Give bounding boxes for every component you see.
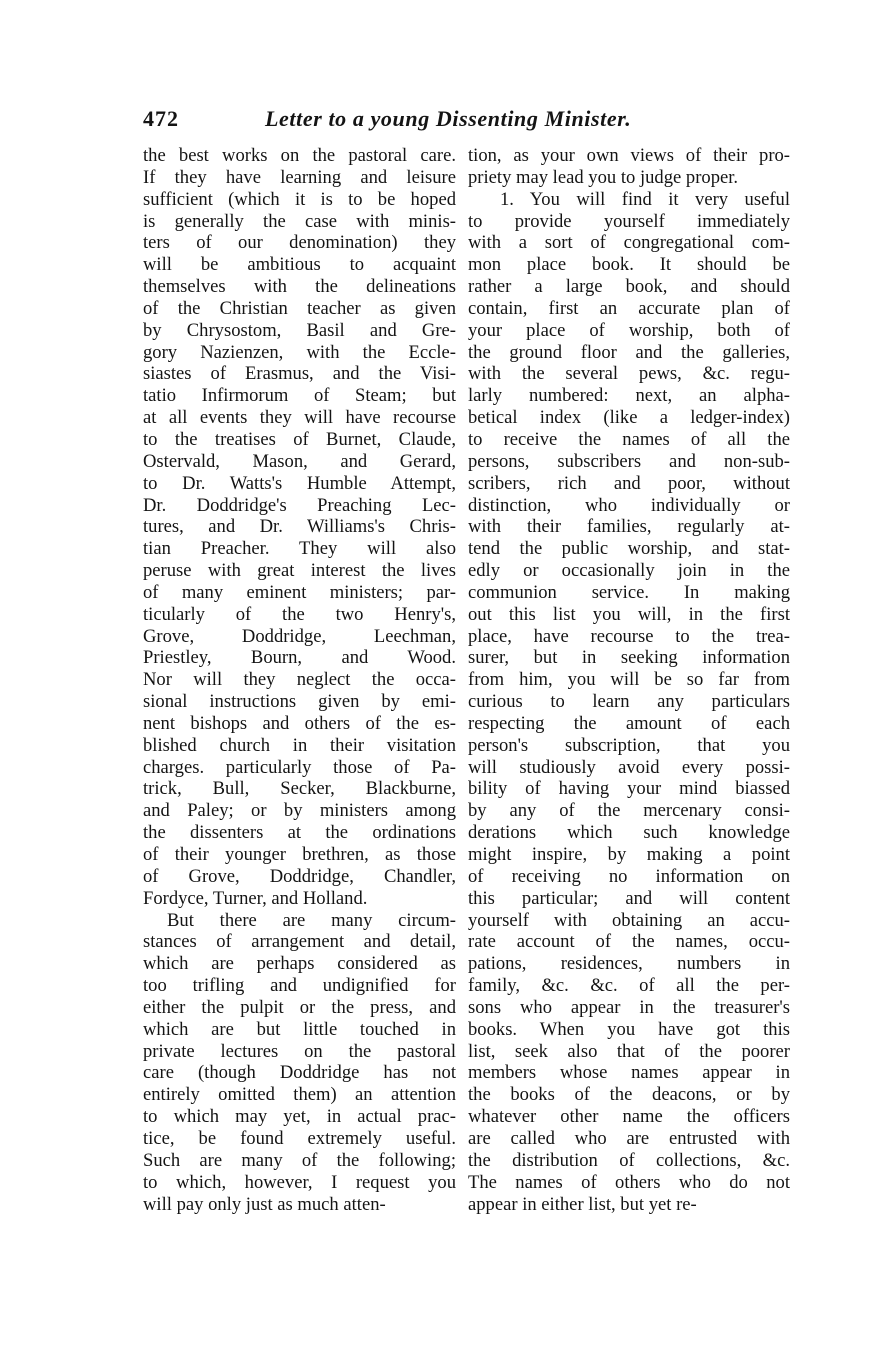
text-line: to which may yet, in actual prac- bbox=[143, 1106, 456, 1128]
text-line: by Chrysostom, Basil and Gre- bbox=[143, 319, 456, 341]
text-line: priety may lead you to judge proper. bbox=[468, 166, 739, 188]
text-line: sufficient (which it is to be hoped bbox=[143, 188, 456, 210]
text-line: to Dr. Watts's Humble Attempt, bbox=[143, 472, 456, 494]
text-line: rather a large book, and should bbox=[468, 276, 790, 298]
text-line: peruse with great interest the lives bbox=[143, 560, 456, 582]
text-line: ticularly of the two Henry's, bbox=[143, 603, 456, 625]
text-line: of many eminent ministers; par- bbox=[143, 581, 456, 603]
text-line: communion service. In making bbox=[468, 581, 790, 603]
text-line: tion, as your own views of their pro- bbox=[468, 145, 790, 166]
left-column bbox=[143, 145, 456, 1215]
text-line: But there are many circum- bbox=[167, 909, 456, 931]
text-line: gory Nazienzen, with the Eccle- bbox=[143, 341, 456, 363]
text-line: appear in either list, but yet re- bbox=[468, 1193, 697, 1215]
text-line: of their younger brethren, as those bbox=[143, 844, 456, 865]
text-line: the distribution of collections, &c. bbox=[468, 1149, 790, 1171]
text-line: tatio Infirmorum of Steam; but bbox=[143, 385, 456, 407]
text-line: either the pulpit or the press, and bbox=[143, 996, 456, 1018]
text-line: rate account of the names, occu- bbox=[468, 931, 790, 953]
text-line: the books of the deacons, or by bbox=[468, 1084, 790, 1106]
text-line: of the Christian teacher as given bbox=[143, 297, 456, 319]
text-line: contain, first an accurate plan of bbox=[468, 297, 790, 319]
text-line: to receive the names of all the bbox=[468, 428, 790, 450]
text-line: mon place book. It should be bbox=[468, 254, 790, 276]
text-line: list, seek also that of the poorer bbox=[468, 1040, 790, 1062]
text-line: your place of worship, both of bbox=[468, 319, 790, 341]
text-line: tice, be found extremely useful. bbox=[143, 1127, 456, 1149]
text-line: The names of others who do not bbox=[468, 1171, 790, 1193]
text-line: person's subscription, that you bbox=[468, 734, 790, 756]
text-line: tures, and Dr. Williams's Chris- bbox=[143, 516, 456, 538]
text-line: Priestley, Bourn, and Wood. bbox=[143, 647, 456, 669]
text-line: persons, subscribers and non-sub- bbox=[468, 450, 790, 472]
text-line: tian Preacher. They will also bbox=[143, 538, 456, 560]
text-line: sons who appear in the treasurer's bbox=[468, 996, 790, 1018]
text-line: curious to learn any particulars bbox=[468, 691, 790, 713]
text-line: to provide yourself immediately bbox=[468, 210, 790, 232]
text-line: family, &c. &c. of all the per- bbox=[468, 975, 790, 997]
text-line: of Grove, Doddridge, Chandler, bbox=[143, 865, 456, 887]
text-line: Grove, Doddridge, Leechman, bbox=[143, 625, 456, 647]
text-line: Ostervald, Mason, and Gerard, bbox=[143, 450, 456, 472]
text-line: Such are many of the following; bbox=[143, 1149, 456, 1171]
text-line: of receiving no information on bbox=[468, 865, 790, 887]
text-line: themselves with the delineations bbox=[143, 276, 456, 298]
text-line: whatever other name the officers bbox=[468, 1106, 790, 1128]
text-line: to which, however, I request you bbox=[143, 1171, 456, 1193]
text-line: sional instructions given by emi- bbox=[143, 691, 456, 713]
text-line: to the treatises of Burnet, Claude, bbox=[143, 428, 456, 450]
text-line: the best works on the pastoral care. bbox=[143, 145, 456, 166]
text-line: ters of our denomination) they bbox=[143, 232, 456, 254]
text-line: Fordyce, Turner, and Holland. bbox=[143, 887, 368, 909]
text-line: tend the public worship, and stat- bbox=[468, 538, 790, 560]
text-line: which are but little touched in bbox=[143, 1018, 456, 1040]
text-line: the ground floor and the galleries, bbox=[468, 341, 790, 363]
text-line: larly numbered: next, an alpha- bbox=[468, 385, 790, 407]
text-line: nent bishops and others of the es- bbox=[143, 712, 456, 734]
text-line: this particular; and will content bbox=[468, 887, 790, 909]
text-line: Dr. Doddridge's Preaching Lec- bbox=[143, 494, 456, 516]
text-line: If they have learning and leisure bbox=[143, 166, 456, 188]
text-line: surer, but in seeking information bbox=[468, 647, 790, 669]
page-number: 472 bbox=[143, 106, 179, 131]
text-line: is generally the case with minis- bbox=[143, 210, 456, 232]
text-line: members whose names appear in bbox=[468, 1062, 790, 1084]
text-line: private lectures on the pastoral bbox=[143, 1040, 456, 1062]
text-line: at all events they will have recourse bbox=[143, 407, 456, 429]
text-line: bility of having your mind biassed bbox=[468, 778, 790, 800]
running-title: Letter to a young Dissenting Minister. bbox=[265, 106, 632, 131]
text-line: care (though Doddridge has not bbox=[143, 1062, 456, 1084]
text-line: charges. particularly those of Pa- bbox=[143, 756, 456, 778]
text-line: edly or occasionally join in the bbox=[468, 560, 790, 582]
text-line: will pay only just as much atten- bbox=[143, 1193, 386, 1215]
text-line: yourself with obtaining an accu- bbox=[468, 909, 790, 931]
text-line: siastes of Erasmus, and the Visi- bbox=[143, 363, 456, 385]
page-header bbox=[143, 106, 793, 140]
text-line: pations, residences, numbers in bbox=[468, 953, 790, 975]
text-line: scribers, rich and poor, without bbox=[468, 472, 790, 494]
text-line: trick, Bull, Secker, Blackburne, bbox=[143, 778, 456, 800]
text-line: 1. You will find it very useful bbox=[500, 188, 790, 210]
text-line: the dissenters at the ordinations bbox=[143, 822, 456, 844]
text-line: will studiously avoid every possi- bbox=[468, 756, 790, 778]
right-column bbox=[468, 145, 790, 1215]
text-line: will be ambitious to acquaint bbox=[143, 254, 456, 276]
text-line: with the several pews, &c. regu- bbox=[468, 363, 790, 385]
text-line: which are perhaps considered as bbox=[143, 953, 456, 975]
text-line: blished church in their visitation bbox=[143, 734, 456, 756]
text-line: stances of arrangement and detail, bbox=[143, 931, 456, 953]
text-line: too trifling and undignified for bbox=[143, 975, 456, 997]
text-line: with a sort of congregational com- bbox=[468, 232, 790, 254]
text-line: out this list you will, in the first bbox=[468, 603, 790, 625]
text-line: are called who are entrusted with bbox=[468, 1127, 790, 1149]
text-line: respecting the amount of each bbox=[468, 712, 790, 734]
text-line: might inspire, by making a point bbox=[468, 844, 790, 865]
text-line: from him, you will be so far from bbox=[468, 669, 790, 691]
text-line: distinction, who individually or bbox=[468, 494, 790, 516]
text-line: betical index (like a ledger-index) bbox=[468, 407, 790, 429]
text-line: place, have recourse to the trea- bbox=[468, 625, 790, 647]
text-line: entirely omitted them) an attention bbox=[143, 1084, 456, 1106]
text-line: Nor will they neglect the occa- bbox=[143, 669, 456, 691]
text-line: by any of the mercenary consi- bbox=[468, 800, 790, 822]
text-line: with their families, regularly at- bbox=[468, 516, 790, 538]
text-line: and Paley; or by ministers among bbox=[143, 800, 456, 822]
text-line: derations which such knowledge bbox=[468, 822, 790, 844]
text-line: books. When you have got this bbox=[468, 1018, 790, 1040]
